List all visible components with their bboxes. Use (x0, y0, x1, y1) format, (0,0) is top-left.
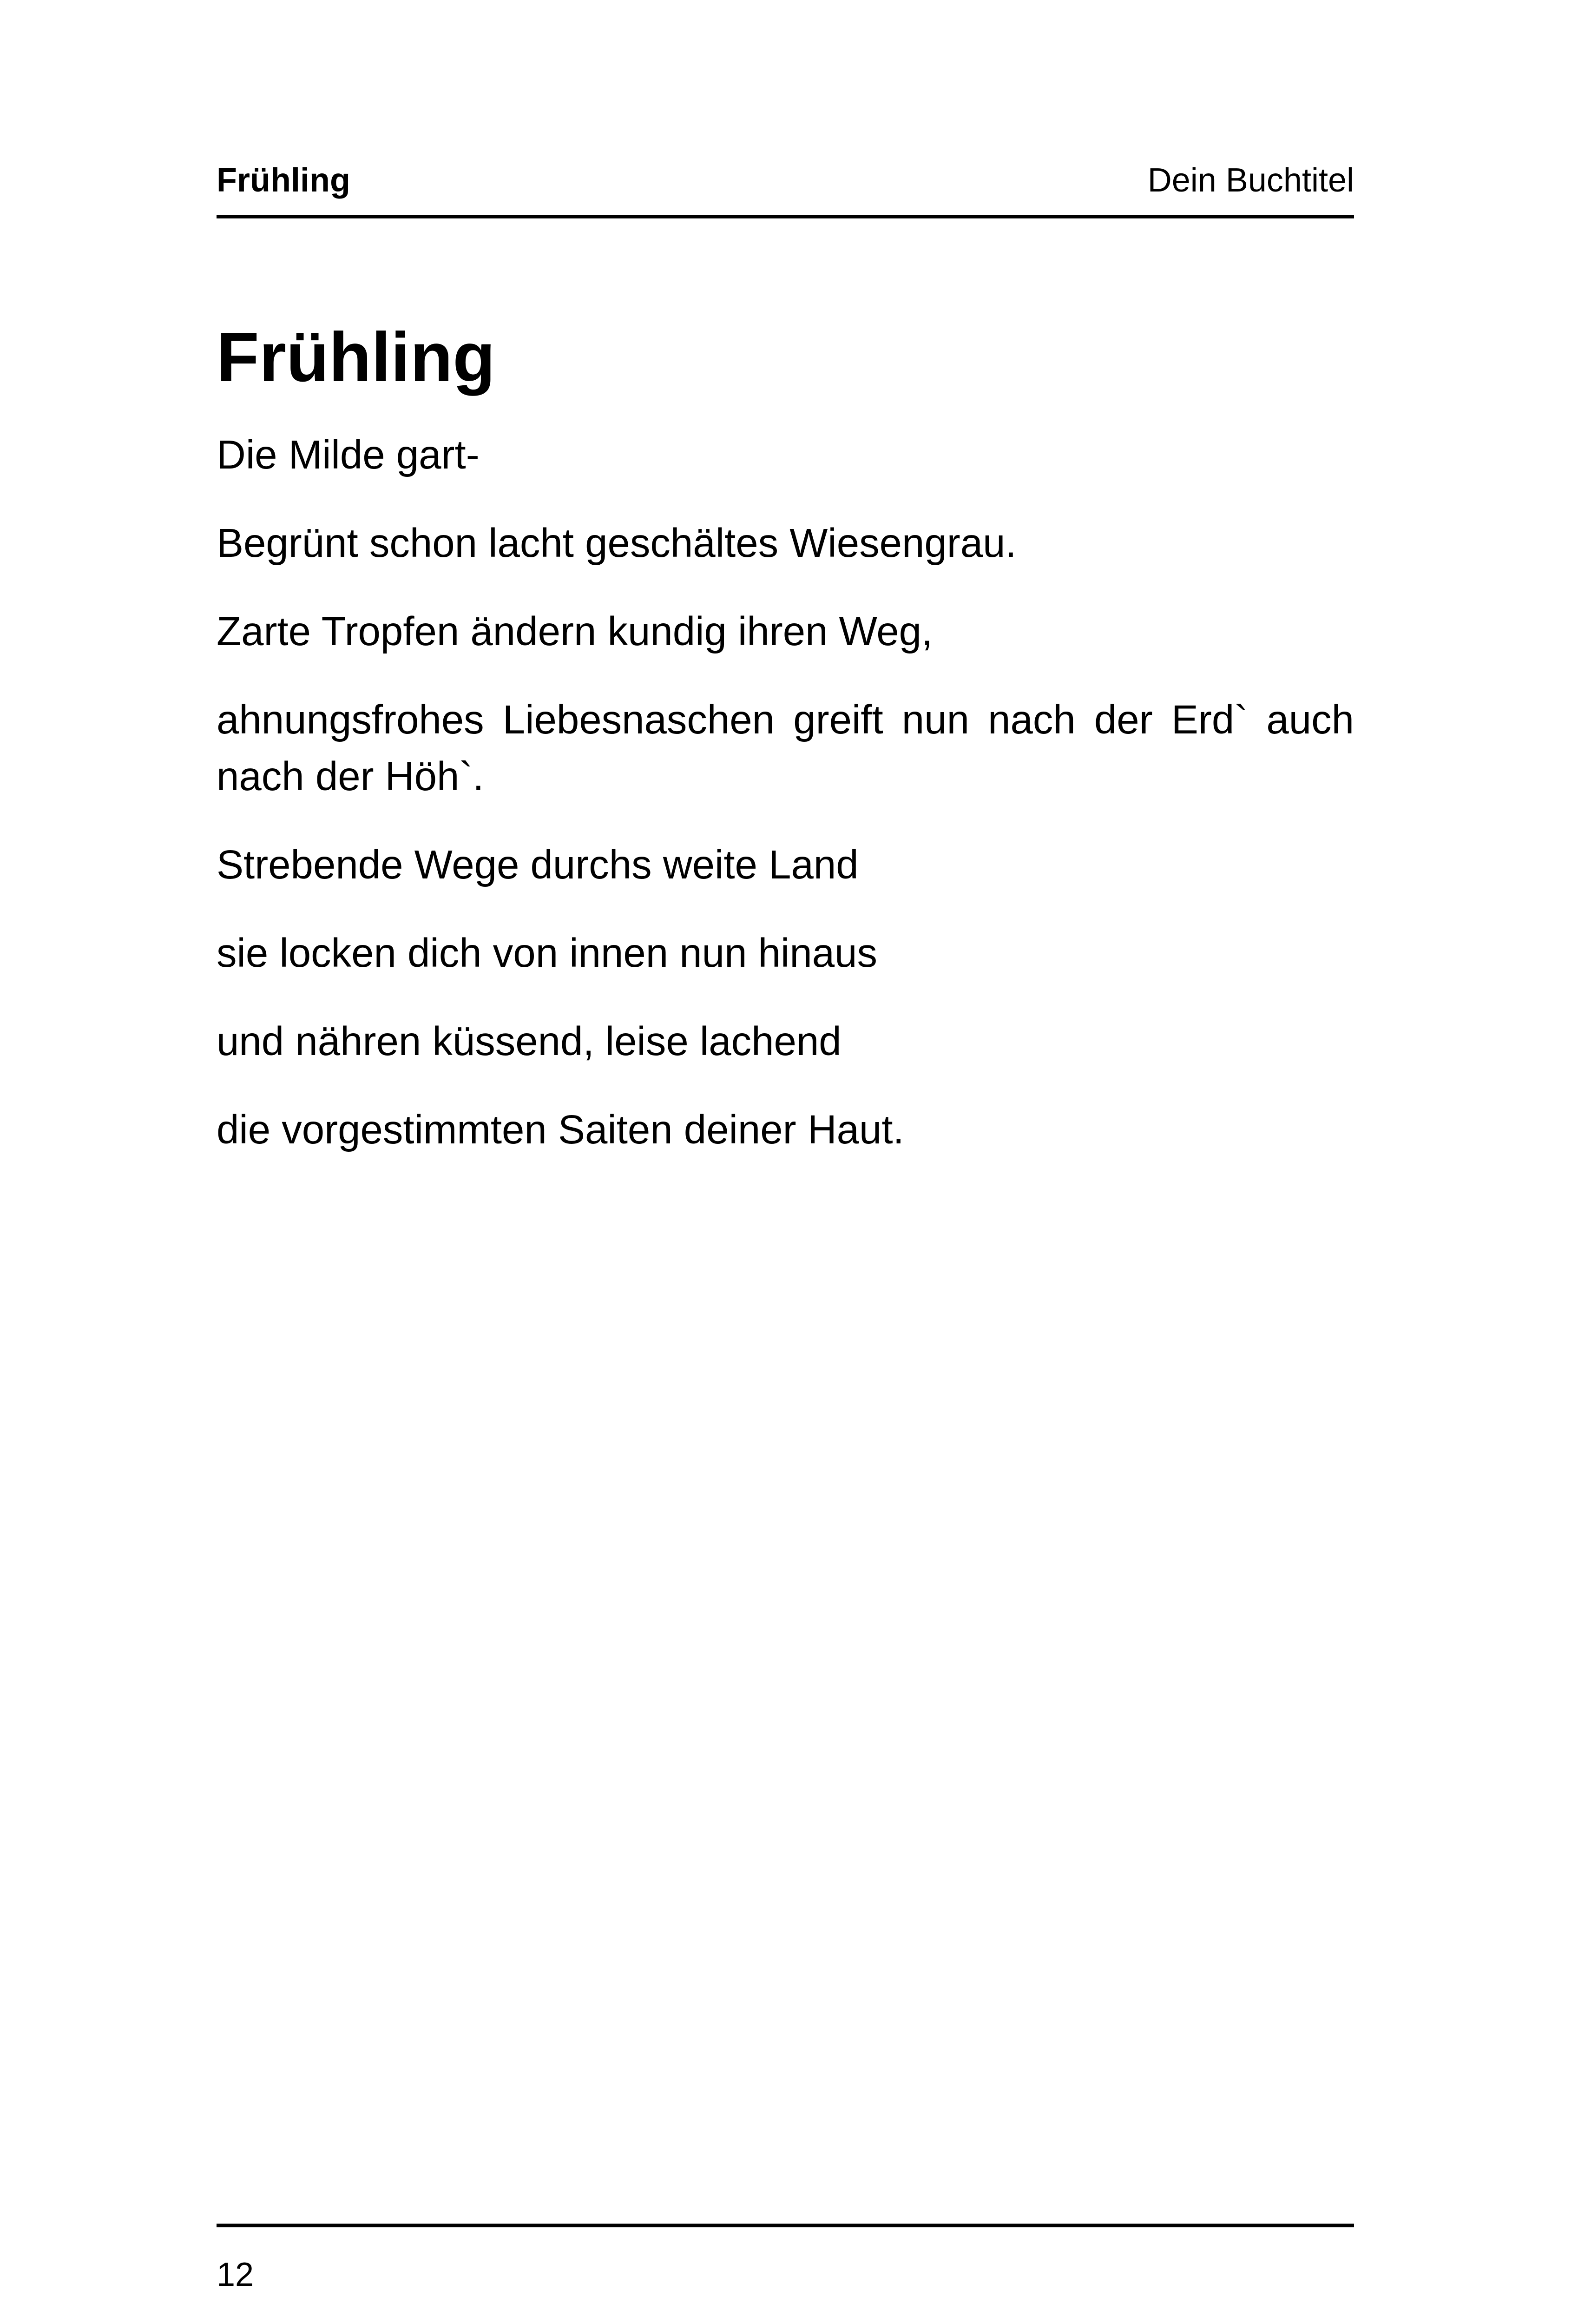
chapter-title: Frühling (217, 318, 495, 396)
poem-line: Begrünt schon lacht geschältes Wiesengrau. (217, 521, 1017, 566)
poem-line: ahnungsfrohes Liebesnaschen greift nun nach der Erd` auch nach der Höh`. (217, 697, 1354, 799)
poem-line: Strebende Wege durchs weite Land (217, 842, 859, 887)
page-number: 12 (217, 2256, 254, 2293)
footer-rule (217, 2224, 1354, 2227)
header-chapter-name: Frühling (217, 162, 350, 199)
poem-line: Die Milde gart- (217, 432, 480, 477)
header-book-title: Dein Buchtitel (1147, 162, 1354, 199)
poem-line: sie locken dich von innen nun hinaus (217, 931, 877, 976)
running-header (217, 161, 1354, 218)
poem-line: die vorgestimmten Saiten deiner Haut. (217, 1107, 904, 1152)
poem-body (217, 427, 1354, 1190)
poem-line: Zarte Tropfen ändern kundig ihren Weg, (217, 609, 933, 654)
poem-line: und nähren küssend, leise lachend (217, 1019, 842, 1064)
